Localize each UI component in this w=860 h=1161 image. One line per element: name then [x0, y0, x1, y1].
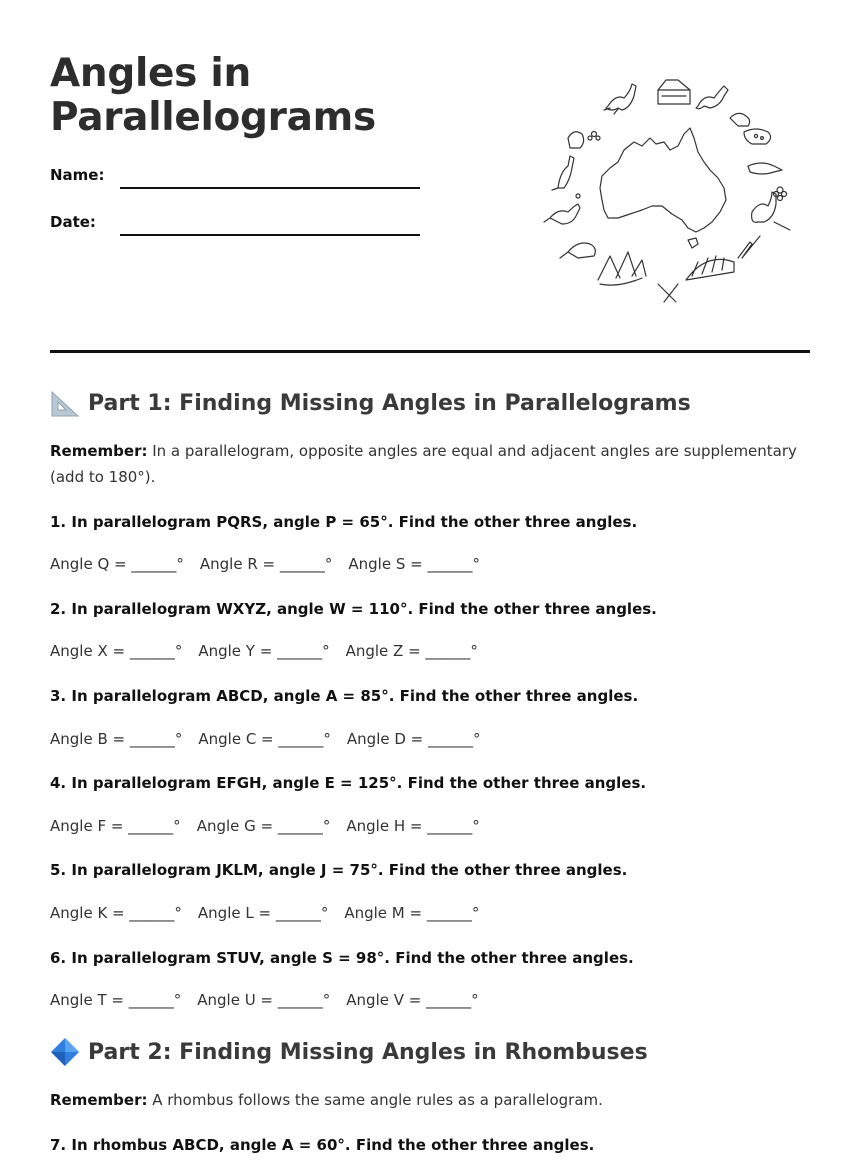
answer-blank[interactable]: Angle U = ______° — [197, 991, 331, 1009]
name-field[interactable] — [120, 187, 420, 189]
name-label: Name: — [50, 166, 105, 184]
australia-map-with-animals-icon — [538, 72, 798, 308]
part2-remember-label: Remember: — [50, 1091, 148, 1109]
part1-remember-label: Remember: — [50, 442, 148, 460]
answers-2 — [50, 642, 494, 660]
answer-blank[interactable]: Angle G = ______° — [196, 817, 331, 835]
part2-heading-text: Part 2: Finding Missing Angles in Rhombuses — [88, 1039, 648, 1065]
date-label: Date: — [50, 213, 96, 231]
answer-blank[interactable]: Angle M = ______° — [344, 904, 480, 922]
answer-blank[interactable]: Angle K = ______° — [50, 904, 182, 922]
blue-diamond-icon — [50, 1037, 80, 1067]
answer-blank[interactable]: Angle F = ______° — [50, 817, 181, 835]
part2-remember-note — [50, 1087, 805, 1113]
answer-blank[interactable]: Angle C = ______° — [198, 730, 331, 748]
answers-4 — [50, 817, 496, 835]
part1-heading — [50, 388, 691, 418]
part2-remember-text: A rhombus follows the same angle rules as a parallelogram. — [147, 1091, 603, 1109]
question-2: 2. In parallelogram WXYZ, angle W = 110°. Find the other three angles. — [50, 600, 657, 618]
answer-blank[interactable]: Angle D = ______° — [346, 730, 481, 748]
section-divider — [50, 350, 810, 353]
answer-blank[interactable]: Angle S = ______° — [348, 555, 480, 573]
answers-3 — [50, 730, 497, 748]
question-3: 3. In parallelogram ABCD, angle A = 85°. Find the other three angles. — [50, 687, 639, 705]
question-1: 1. In parallelogram PQRS, angle P = 65°. Find the other three angles. — [50, 513, 638, 531]
part2-heading — [50, 1037, 648, 1067]
answers-6 — [50, 991, 495, 1009]
answer-blank[interactable]: Angle V = ______° — [346, 991, 479, 1009]
answers-1 — [50, 555, 496, 573]
answer-blank[interactable]: Angle X = ______° — [50, 642, 183, 660]
answer-blank[interactable]: Angle Q = ______° — [50, 555, 184, 573]
answer-blank[interactable]: Angle R = ______° — [199, 555, 333, 573]
page-title — [50, 52, 376, 140]
part1-heading-text: Part 1: Finding Missing Angles in Parallelograms — [88, 390, 691, 416]
answer-blank[interactable]: Angle B = ______° — [50, 730, 183, 748]
answer-blank[interactable]: Angle H = ______° — [346, 817, 480, 835]
answer-blank[interactable]: Angle Z = ______° — [345, 642, 478, 660]
date-field[interactable] — [120, 234, 420, 236]
question-7: 7. In rhombus ABCD, angle A = 60°. Find the other three angles. — [50, 1136, 595, 1154]
answer-blank[interactable]: Angle L = ______° — [197, 904, 329, 922]
part1-remember-note — [50, 438, 805, 490]
title-line-1: Angles in — [50, 51, 251, 96]
answer-blank[interactable]: Angle Y = ______° — [198, 642, 330, 660]
answers-5 — [50, 904, 495, 922]
question-6: 6. In parallelogram STUV, angle S = 98°. Find the other three angles. — [50, 949, 634, 967]
question-5: 5. In parallelogram JKLM, angle J = 75°. Find the other three angles. — [50, 861, 628, 879]
question-4: 4. In parallelogram EFGH, angle E = 125°. Find the other three angles. — [50, 774, 647, 792]
title-line-2: Parallelograms — [50, 95, 376, 140]
answer-blank[interactable]: Angle T = ______° — [50, 991, 182, 1009]
triangle-ruler-icon — [50, 388, 80, 418]
part1-remember-text: In a parallelogram, opposite angles are equal and adjacent angles are supplementary (add to 180°). — [50, 442, 797, 486]
